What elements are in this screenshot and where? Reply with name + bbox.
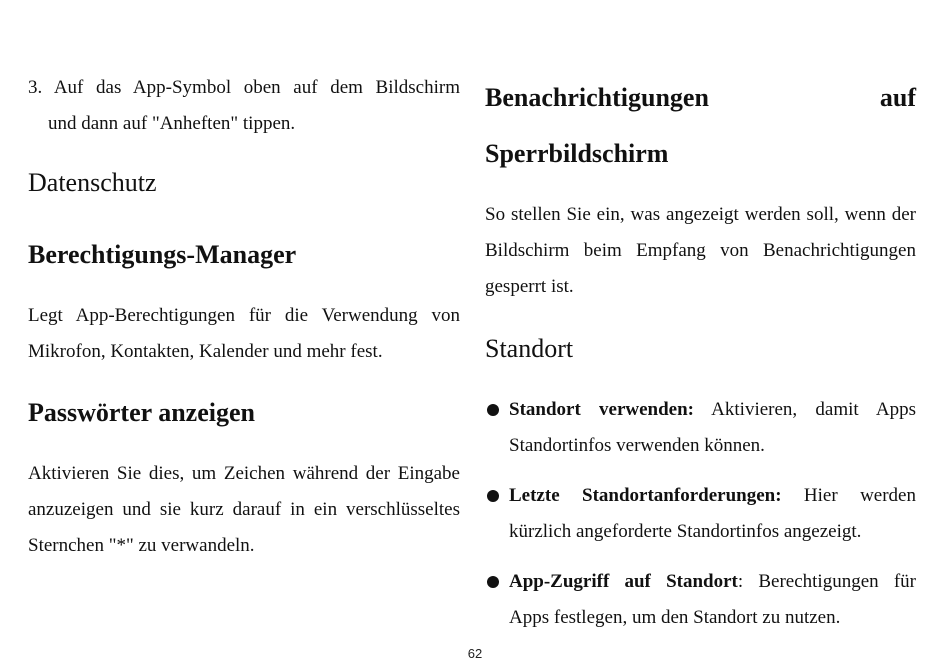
bullet-app-access xyxy=(485,564,916,636)
section-heading-privacy: Datenschutz xyxy=(28,168,157,197)
bullet-dot-icon xyxy=(487,404,499,416)
heading-show-passwords: Passwörter anzeigen xyxy=(28,398,255,427)
text-lock-notifications: So stellen Sie ein, was angezeigt werden soll, wenn der Bildschirm beim Empfang von Benachrichtigungen gesperrt ist. xyxy=(485,204,916,297)
bullet-recent-requests-text: Hier werden kürzlich angeforderte Standortinfos angezeigt. xyxy=(509,485,916,542)
bullet-recent-requests-title: Letzte Standortanforderungen: xyxy=(509,485,782,506)
bullet-dot-icon xyxy=(487,490,499,502)
heading-lock-notifications-line-1: Benachrichtigungen auf xyxy=(485,83,916,112)
step-3 xyxy=(28,70,460,142)
bullet-use-location-text: Aktivieren, damit Apps Standortinfos verwenden können. xyxy=(509,399,916,456)
text-permission-manager: Legt App-Berechtigungen für die Verwendung von Mikrofon, Kontakten, Kalender und mehr fest. xyxy=(28,305,460,362)
bullet-dot-icon xyxy=(487,576,499,588)
bullet-app-access-text: : Berechtigungen für Apps festlegen, um den Standort zu nutzen. xyxy=(509,571,916,628)
heading-lock-notifications xyxy=(485,80,916,116)
bullet-use-location xyxy=(485,392,916,464)
location-bullet-list xyxy=(485,392,916,636)
bullet-use-location-title: Standort verwenden: xyxy=(509,399,694,420)
bullet-recent-requests xyxy=(485,478,916,550)
page-number: 62 xyxy=(467,646,483,661)
heading-permission-manager: Berechtigungs-Manager xyxy=(28,240,297,269)
heading-lock-notifications-line-2: Sperrbildschirm xyxy=(485,139,669,168)
section-heading-location: Standort xyxy=(485,334,574,363)
step-3-line-1: 3. Auf das App-Symbol oben auf dem Bildschirm xyxy=(28,77,460,98)
step-3-line-2: und dann auf "Anheften" tippen. xyxy=(48,113,296,134)
text-show-passwords: Aktivieren Sie dies, um Zeichen während der Eingabe anzuzeigen und sie kurz darauf in ein verschlüsseltes Sternchen "*" zu verwandeln. xyxy=(28,463,460,556)
bullet-app-access-title: App-Zugriff auf Standort xyxy=(509,571,738,592)
